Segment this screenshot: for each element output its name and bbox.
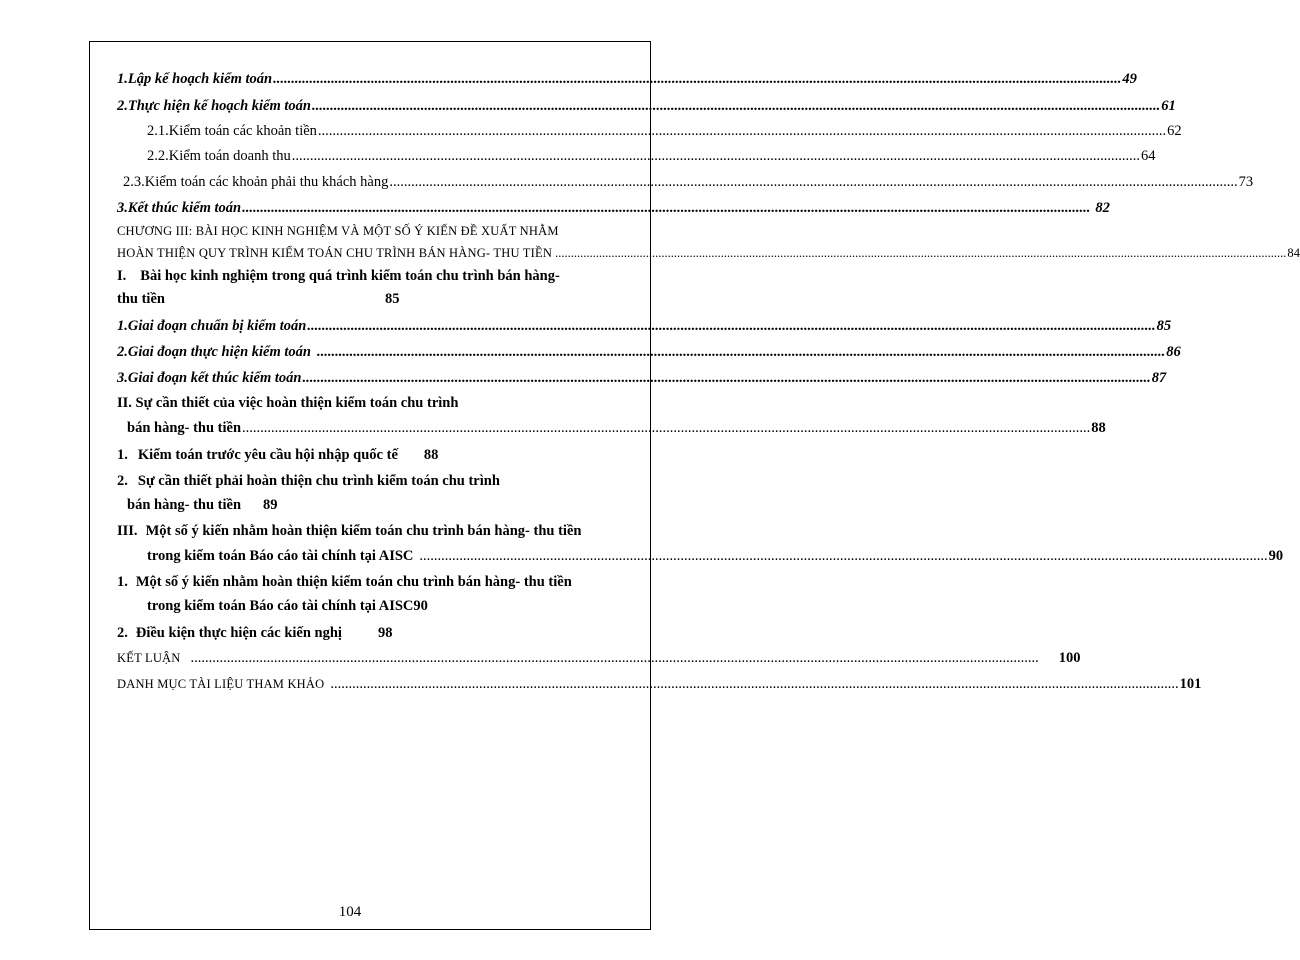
toc-entry-bai-hoc-line1[interactable] bbox=[117, 266, 637, 286]
toc-entry-tai-lieu[interactable] bbox=[117, 674, 1202, 694]
toc-entry-page: 89 bbox=[263, 497, 278, 513]
leader-dots: .......................................................................................................................................................................................................................................... bbox=[317, 344, 1166, 360]
toc-entry-number: 2. bbox=[117, 344, 128, 360]
toc-entry-title-cont: bán hàng- thu tiền bbox=[127, 497, 242, 513]
toc-entry-page: 84 bbox=[1287, 246, 1300, 260]
toc-entry-title: Kiểm toán các khoản phải thu khách hàng bbox=[144, 174, 389, 190]
toc-entry-khoan-tien[interactable] bbox=[147, 121, 1182, 141]
toc-entry-title: Giai đoạn chuẩn bị kiểm toán bbox=[127, 318, 307, 334]
toc-entry-title: Thực hiện kế hoạch kiểm toán bbox=[127, 98, 311, 114]
toc-entry-page: 90 bbox=[1268, 548, 1284, 564]
toc-entry-y-kien-1-line1[interactable] bbox=[117, 572, 637, 592]
toc-entry-page: 73 bbox=[1238, 174, 1254, 190]
toc-entry-page: 82 bbox=[1095, 200, 1110, 216]
toc-entry-su-can-thiet-line2[interactable] bbox=[127, 418, 1106, 438]
toc-entry-thuc-hien-ke-hoach[interactable] bbox=[117, 96, 1176, 116]
toc-entry-page: 49 bbox=[1122, 71, 1137, 87]
toc-entry-doanh-thu[interactable] bbox=[147, 146, 1156, 166]
toc-entry-title: Giai đoạn thực hiện kiểm toán bbox=[127, 344, 311, 360]
leader-dots: .......................................................................................................................................................................................................................................... bbox=[389, 174, 1238, 190]
toc-entry-number: 1. bbox=[117, 71, 128, 87]
toc-entry-page: 90 bbox=[413, 598, 428, 614]
leader-dots: .......................................................................................................................................................................................................................................... bbox=[555, 246, 1287, 260]
toc-entry-number: I. bbox=[117, 268, 127, 284]
leader-dots: .......................................................................................................................................................................................................................................... bbox=[317, 123, 1167, 139]
toc-entry-page: 87 bbox=[1151, 370, 1167, 386]
leader-dots: .......................................................................................................................................................................................................................................... bbox=[419, 548, 1268, 564]
toc-entry-title: II. Sự cần thiết của việc hoàn thiện kiểm toán chu trình bbox=[117, 395, 459, 411]
toc-entry-number: 2.2. bbox=[147, 148, 169, 164]
toc-entry-hoi-nhap[interactable] bbox=[117, 445, 635, 465]
toc-chapter-3-line2[interactable] bbox=[117, 243, 1300, 263]
leader-dots: .......................................................................................................................................................................................................................................... bbox=[330, 676, 1179, 692]
toc-entry-page: 88 bbox=[1091, 420, 1106, 436]
toc-entry-page: 88 bbox=[423, 447, 439, 463]
toc-entry-hoan-thien-line1[interactable] bbox=[117, 471, 635, 491]
toc-entry-title: Điều kiện thực hiện các kiến nghị bbox=[135, 625, 342, 641]
toc-entry-title-cont: trong kiểm toán Báo cáo tài chính tại AISC bbox=[147, 548, 414, 564]
toc-chapter-3-line1[interactable] bbox=[117, 221, 635, 241]
toc-entry-dieu-kien[interactable] bbox=[117, 623, 635, 643]
page-number: 104 bbox=[338, 904, 362, 920]
toc-entry-page: 61 bbox=[1161, 98, 1176, 114]
toc-entry-hoan-thien-line2[interactable] bbox=[127, 495, 635, 515]
toc-entry-number: 3. bbox=[117, 200, 128, 216]
toc-entry-number: 1. bbox=[117, 574, 128, 590]
toc-entry-number: III. bbox=[117, 523, 138, 539]
toc-entry-bai-hoc-line2[interactable] bbox=[117, 289, 637, 309]
toc-entry-phai-thu[interactable] bbox=[123, 172, 1254, 192]
toc-entry-title: Một số ý kiến nhằm hoàn thiện kiểm toán chu trình bán hàng- thu tiền bbox=[145, 523, 582, 539]
toc-entry-title: Một số ý kiến nhằm hoàn thiện kiểm toán chu trình bán hàng- thu tiền bbox=[135, 574, 572, 590]
toc-entry-title: Kiểm toán doanh thu bbox=[168, 148, 291, 164]
toc-entry-page: 101 bbox=[1179, 676, 1202, 692]
toc-entry-title-cont: thu tiền bbox=[117, 291, 165, 307]
toc-entry-title-cont: trong kiểm toán Báo cáo tài chính tại AISC bbox=[147, 598, 414, 614]
leader-dots: .......................................................................................................................................................................................................................................... bbox=[311, 98, 1161, 114]
toc-entry-thuc-hien[interactable] bbox=[117, 342, 1181, 362]
toc-entry-number: 2. bbox=[117, 473, 128, 489]
toc-entry-number: 2.3. bbox=[123, 174, 145, 190]
toc-entry-title: DANH MỤC TÀI LIỆU THAM KHẢO bbox=[117, 677, 325, 691]
toc-entry-title: Giai đoạn kết thúc kiểm toán bbox=[127, 370, 302, 386]
toc-entry-title: Kết thúc kiểm toán bbox=[127, 200, 242, 216]
toc-entry-ket-thuc[interactable] bbox=[117, 198, 1110, 218]
toc-entry-title: Lập kế hoạch kiểm toán bbox=[127, 71, 273, 87]
leader-dots: .......................................................................................................................................................................................................................................... bbox=[302, 370, 1151, 386]
toc-entry-page: 98 bbox=[377, 625, 393, 641]
toc-entry-chuan-bi[interactable] bbox=[117, 316, 1172, 336]
toc-entry-number: 1. bbox=[117, 318, 128, 334]
toc-entry-ket-luan[interactable] bbox=[117, 648, 1081, 668]
leader-dots: .......................................................................................................................................................................................................................................... bbox=[242, 200, 1091, 216]
leader-dots: .......................................................................................................................................................................................................................................... bbox=[242, 420, 1091, 436]
toc-entry-y-kien-1-line2[interactable] bbox=[147, 596, 635, 616]
toc-entry-number: 2. bbox=[117, 98, 128, 114]
leader-dots: .......................................................................................................................................................................................................................................... bbox=[273, 71, 1122, 87]
toc-chapter-title: CHƯƠNG III: BÀI HỌC KINH NGHIỆM VÀ MỘT SỐ Ý KIẾN ĐỀ XUẤT NHẰM bbox=[117, 224, 559, 238]
toc-chapter-title-cont: HOÀN THIỆN QUY TRÌNH KIỂM TOÁN CHU TRÌNH BÁN HÀNG- THU TIỀN bbox=[117, 246, 553, 260]
toc-entry-title-cont: bán hàng- thu tiền bbox=[127, 420, 242, 436]
toc-entry-title: Sự cần thiết phải hoàn thiện chu trình kiểm toán chu trình bbox=[137, 473, 500, 489]
toc-entry-title: Kiểm toán trước yêu cầu hội nhập quốc tế bbox=[137, 447, 398, 463]
leader-dots: .......................................................................................................................................................................................................................................... bbox=[190, 650, 1039, 666]
toc-entry-title: Bài học kinh nghiệm trong quá trình kiểm toán chu trình bán hàng- bbox=[140, 268, 560, 284]
toc-entry-number: 2. bbox=[117, 625, 128, 641]
toc-entry-page: 86 bbox=[1166, 344, 1181, 360]
toc-entry-su-can-thiet-line1[interactable] bbox=[117, 393, 635, 413]
toc-entry-page: 62 bbox=[1167, 123, 1182, 139]
toc-entry-giai-doan-ket-thuc[interactable] bbox=[117, 368, 1167, 388]
toc-entry-y-kien-3-line2[interactable] bbox=[147, 546, 1284, 566]
leader-dots: .......................................................................................................................................................................................................................................... bbox=[291, 148, 1141, 164]
toc-entry-page: 100 bbox=[1058, 650, 1081, 666]
toc-entry-y-kien-3-line1[interactable] bbox=[117, 521, 637, 541]
leader-dots: .......................................................................................................................................................................................................................................... bbox=[307, 318, 1156, 334]
toc-entry-page: 85 bbox=[384, 291, 400, 307]
toc-entry-page: 85 bbox=[1156, 318, 1172, 334]
toc-entry-page: 64 bbox=[1141, 148, 1156, 164]
toc-entry-title: KẾT LUẬN bbox=[117, 651, 181, 665]
toc-entry-number: 2.1. bbox=[147, 123, 169, 139]
toc-entry-title: Kiểm toán các khoản tiền bbox=[168, 123, 317, 139]
toc-entry-number: 3. bbox=[117, 370, 128, 386]
toc-entry-lap-ke-hoach[interactable] bbox=[117, 69, 1137, 89]
toc-entry-number: 1. bbox=[117, 447, 128, 463]
